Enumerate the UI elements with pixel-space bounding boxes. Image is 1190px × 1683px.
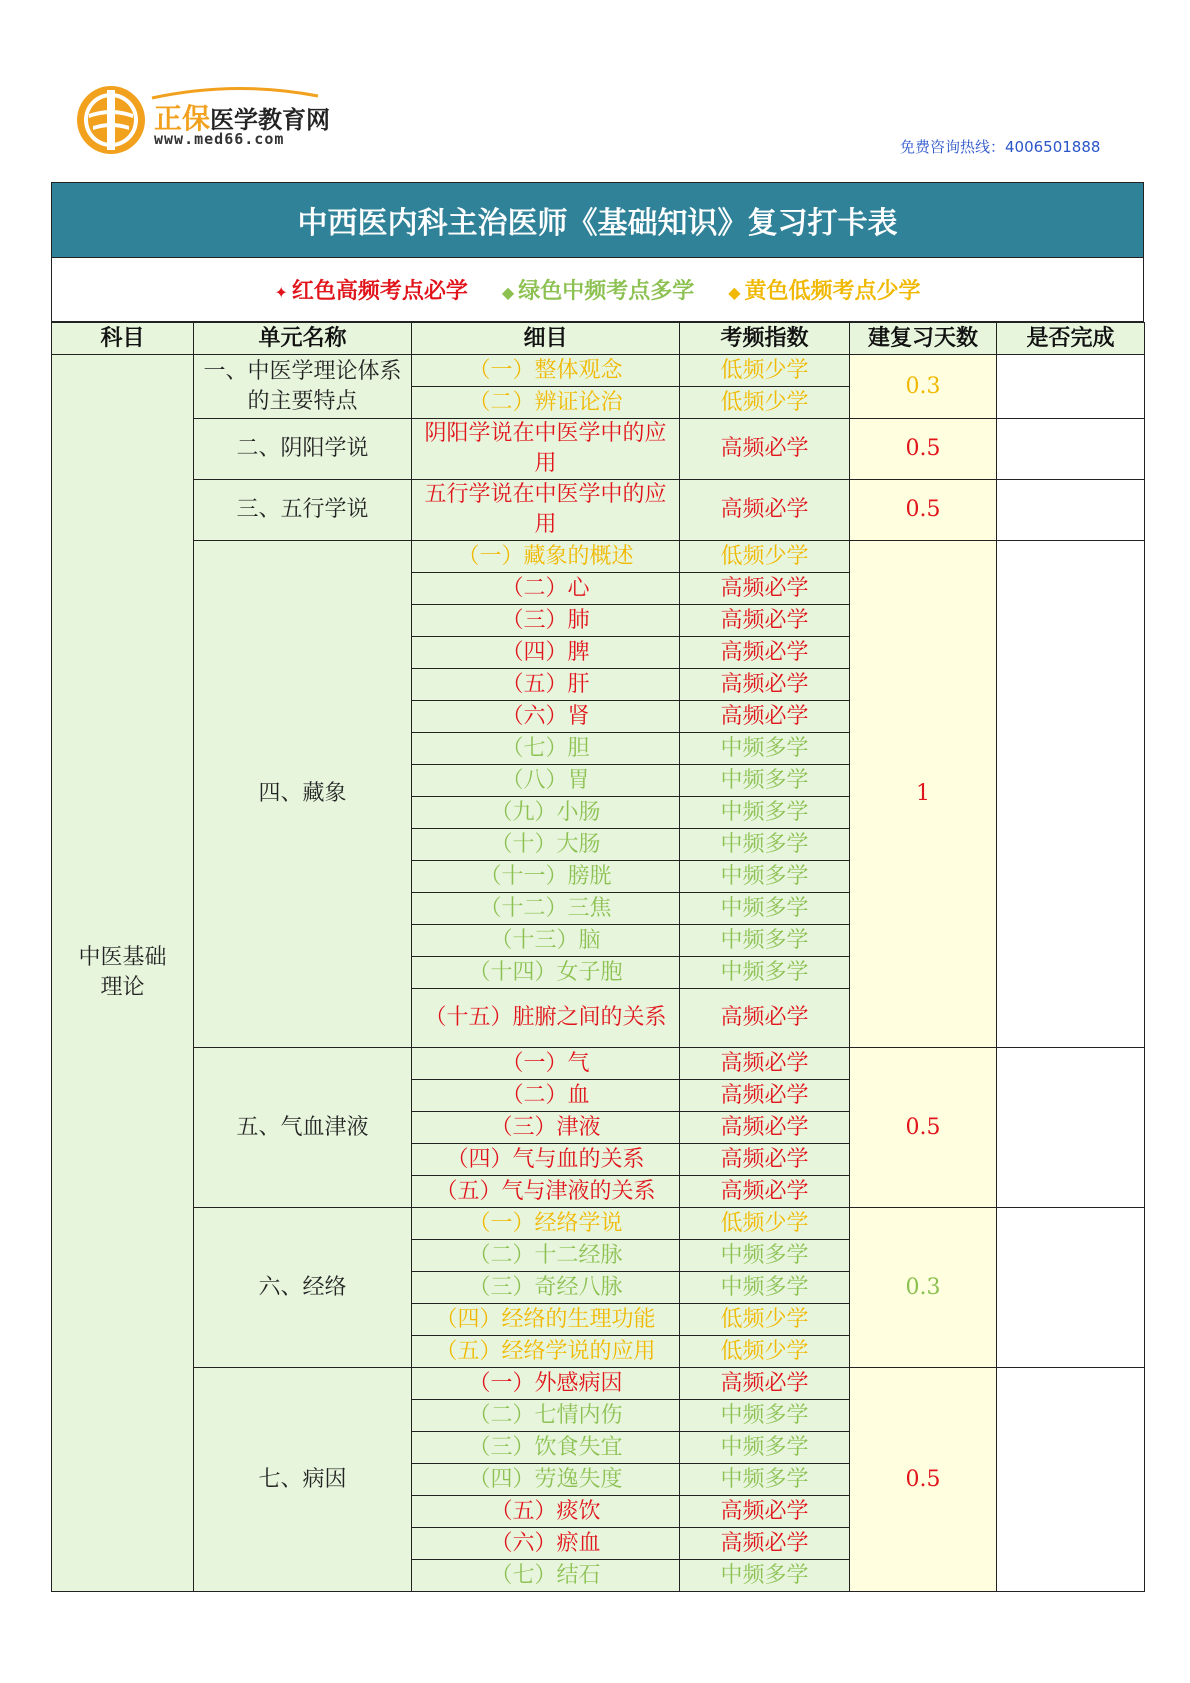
item-cell: （九）小肠 <box>412 797 680 829</box>
item-cell: （十二）三焦 <box>412 893 680 925</box>
frequency-cell: 低频少学 <box>680 1208 850 1240</box>
table-row <box>52 1208 1145 1240</box>
frequency-cell: 中频多学 <box>680 925 850 957</box>
star-icon: ✦ <box>274 283 288 302</box>
item-cell: （七）结石 <box>412 1560 680 1592</box>
schedule-table <box>51 322 1145 1592</box>
legend-mid-label: 绿色中频考点多学 <box>518 279 695 304</box>
item-cell: （四）气与血的关系 <box>412 1144 680 1176</box>
frequency-cell: 高频必学 <box>680 480 850 541</box>
review-days-cell: 0.3 <box>850 355 997 419</box>
frequency-cell: 中频多学 <box>680 797 850 829</box>
frequency-cell: 低频少学 <box>680 541 850 573</box>
frequency-cell: 高频必学 <box>680 605 850 637</box>
item-cell: （二）七情内伤 <box>412 1400 680 1432</box>
frequency-cell: 高频必学 <box>680 701 850 733</box>
frequency-cell: 高频必学 <box>680 637 850 669</box>
unit-name-cell: 二、阴阳学说 <box>194 419 412 480</box>
item-cell: 阴阳学说在中医学中的应用 <box>412 419 680 480</box>
table-row <box>52 541 1145 573</box>
table-row <box>52 419 1145 480</box>
table-row <box>52 480 1145 541</box>
legend-high <box>274 274 467 305</box>
frequency-cell: 低频少学 <box>680 387 850 419</box>
item-cell: （三）肺 <box>412 605 680 637</box>
item-cell: （三）饮食失宜 <box>412 1432 680 1464</box>
page-header <box>0 0 1190 180</box>
item-cell: （七）胆 <box>412 733 680 765</box>
item-cell: （六）肾 <box>412 701 680 733</box>
frequency-cell: 中频多学 <box>680 1464 850 1496</box>
frequency-cell: 高频必学 <box>680 1048 850 1080</box>
logo-name: 医学教育网 <box>210 106 331 134</box>
table-row <box>52 1368 1145 1400</box>
review-days-cell: 0.3 <box>850 1208 997 1368</box>
frequency-cell: 高频必学 <box>680 1080 850 1112</box>
item-cell: （五）痰饮 <box>412 1496 680 1528</box>
table-row <box>52 1048 1145 1080</box>
frequency-cell: 高频必学 <box>680 1176 850 1208</box>
col-review-days: 建复习天数 <box>850 323 997 355</box>
item-cell: （二）血 <box>412 1080 680 1112</box>
col-unit: 单元名称 <box>194 323 412 355</box>
frequency-cell: 中频多学 <box>680 861 850 893</box>
item-cell: （五）肝 <box>412 669 680 701</box>
legend-mid <box>502 274 694 305</box>
unit-name-cell: 五、气血津液 <box>194 1048 412 1208</box>
logo-url: www.med66.com <box>154 130 285 148</box>
frequency-cell: 高频必学 <box>680 419 850 480</box>
legend-high-label: 红色高频考点必学 <box>291 279 468 304</box>
frequency-cell: 中频多学 <box>680 957 850 989</box>
frequency-cell: 中频多学 <box>680 1432 850 1464</box>
item-cell: （十三）脑 <box>412 925 680 957</box>
completed-cell[interactable] <box>997 355 1145 419</box>
completed-cell[interactable] <box>997 480 1145 541</box>
item-cell: （一）外感病因 <box>412 1368 680 1400</box>
diamond-icon: ◆ <box>728 283 741 302</box>
frequency-cell: 高频必学 <box>680 1496 850 1528</box>
frequency-cell: 中频多学 <box>680 765 850 797</box>
unit-name-cell: 四、藏象 <box>194 541 412 1048</box>
frequency-cell: 高频必学 <box>680 989 850 1048</box>
frequency-cell: 高频必学 <box>680 669 850 701</box>
item-cell: （三）津液 <box>412 1112 680 1144</box>
item-cell: （三）奇经八脉 <box>412 1272 680 1304</box>
item-cell: （一）经络学说 <box>412 1208 680 1240</box>
item-cell: （十四）女子胞 <box>412 957 680 989</box>
item-cell: （二）心 <box>412 573 680 605</box>
item-cell: （二）辨证论治 <box>412 387 680 419</box>
completed-cell[interactable] <box>997 1208 1145 1368</box>
completed-cell[interactable] <box>997 419 1145 480</box>
item-cell: （四）经络的生理功能 <box>412 1304 680 1336</box>
table-row <box>52 355 1145 387</box>
logo-brand: 正保 <box>154 102 211 135</box>
item-cell: （五）经络学说的应用 <box>412 1336 680 1368</box>
frequency-cell: 低频少学 <box>680 355 850 387</box>
frequency-cell: 中频多学 <box>680 1240 850 1272</box>
frequency-cell: 高频必学 <box>680 573 850 605</box>
item-cell: （六）瘀血 <box>412 1528 680 1560</box>
legend <box>51 258 1144 322</box>
frequency-cell: 中频多学 <box>680 1400 850 1432</box>
unit-name-cell: 三、五行学说 <box>194 480 412 541</box>
item-cell: （二）十二经脉 <box>412 1240 680 1272</box>
review-days-cell: 0.5 <box>850 1368 997 1592</box>
legend-low <box>728 274 920 305</box>
frequency-cell: 中频多学 <box>680 1272 850 1304</box>
table-header-row <box>52 323 1145 355</box>
col-item: 细目 <box>412 323 680 355</box>
item-cell: （一）气 <box>412 1048 680 1080</box>
col-completed: 是否完成 <box>997 323 1145 355</box>
sheet-title: 中西医内科主治医师《基础知识》复习打卡表 <box>51 182 1144 258</box>
unit-name-cell: 六、经络 <box>194 1208 412 1368</box>
checkin-sheet <box>51 182 1144 1592</box>
item-cell: （八）胃 <box>412 765 680 797</box>
frequency-cell: 中频多学 <box>680 893 850 925</box>
table-body <box>52 355 1145 1592</box>
item-cell: （十一）膀胱 <box>412 861 680 893</box>
subject-cell: 中医基础理论 <box>52 355 194 1592</box>
item-cell: 五行学说在中医学中的应用 <box>412 480 680 541</box>
frequency-cell: 低频少学 <box>680 1336 850 1368</box>
review-days-cell: 0.5 <box>850 480 997 541</box>
frequency-cell: 高频必学 <box>680 1112 850 1144</box>
hotline-text: 免费咨询热线：4006501888 <box>900 138 1101 156</box>
col-frequency: 考频指数 <box>680 323 850 355</box>
diamond-icon: ◆ <box>501 283 515 302</box>
legend-low-label: 黄色低频考点少学 <box>744 279 921 304</box>
item-cell: （一）藏象的概述 <box>412 541 680 573</box>
frequency-cell: 高频必学 <box>680 1528 850 1560</box>
frequency-cell: 低频少学 <box>680 1304 850 1336</box>
review-days-cell: 0.5 <box>850 419 997 480</box>
completed-cell[interactable] <box>997 1048 1145 1208</box>
item-cell: （十）大肠 <box>412 829 680 861</box>
item-cell: （一）整体观念 <box>412 355 680 387</box>
frequency-cell: 中频多学 <box>680 829 850 861</box>
completed-cell[interactable] <box>997 1368 1145 1592</box>
item-cell: （四）脾 <box>412 637 680 669</box>
col-subject: 科目 <box>52 323 194 355</box>
completed-cell[interactable] <box>997 541 1145 1048</box>
review-days-cell: 1 <box>850 541 997 1048</box>
frequency-cell: 高频必学 <box>680 1144 850 1176</box>
unit-name-cell: 一、中医学理论体系的主要特点 <box>194 355 412 419</box>
frequency-cell: 高频必学 <box>680 1368 850 1400</box>
med66-logo-icon <box>75 84 147 156</box>
item-cell: （四）劳逸失度 <box>412 1464 680 1496</box>
item-cell: （五）气与津液的关系 <box>412 1176 680 1208</box>
frequency-cell: 中频多学 <box>680 733 850 765</box>
item-cell: （十五）脏腑之间的关系 <box>412 989 680 1048</box>
review-days-cell: 0.5 <box>850 1048 997 1208</box>
frequency-cell: 中频多学 <box>680 1560 850 1592</box>
unit-name-cell: 七、病因 <box>194 1368 412 1592</box>
